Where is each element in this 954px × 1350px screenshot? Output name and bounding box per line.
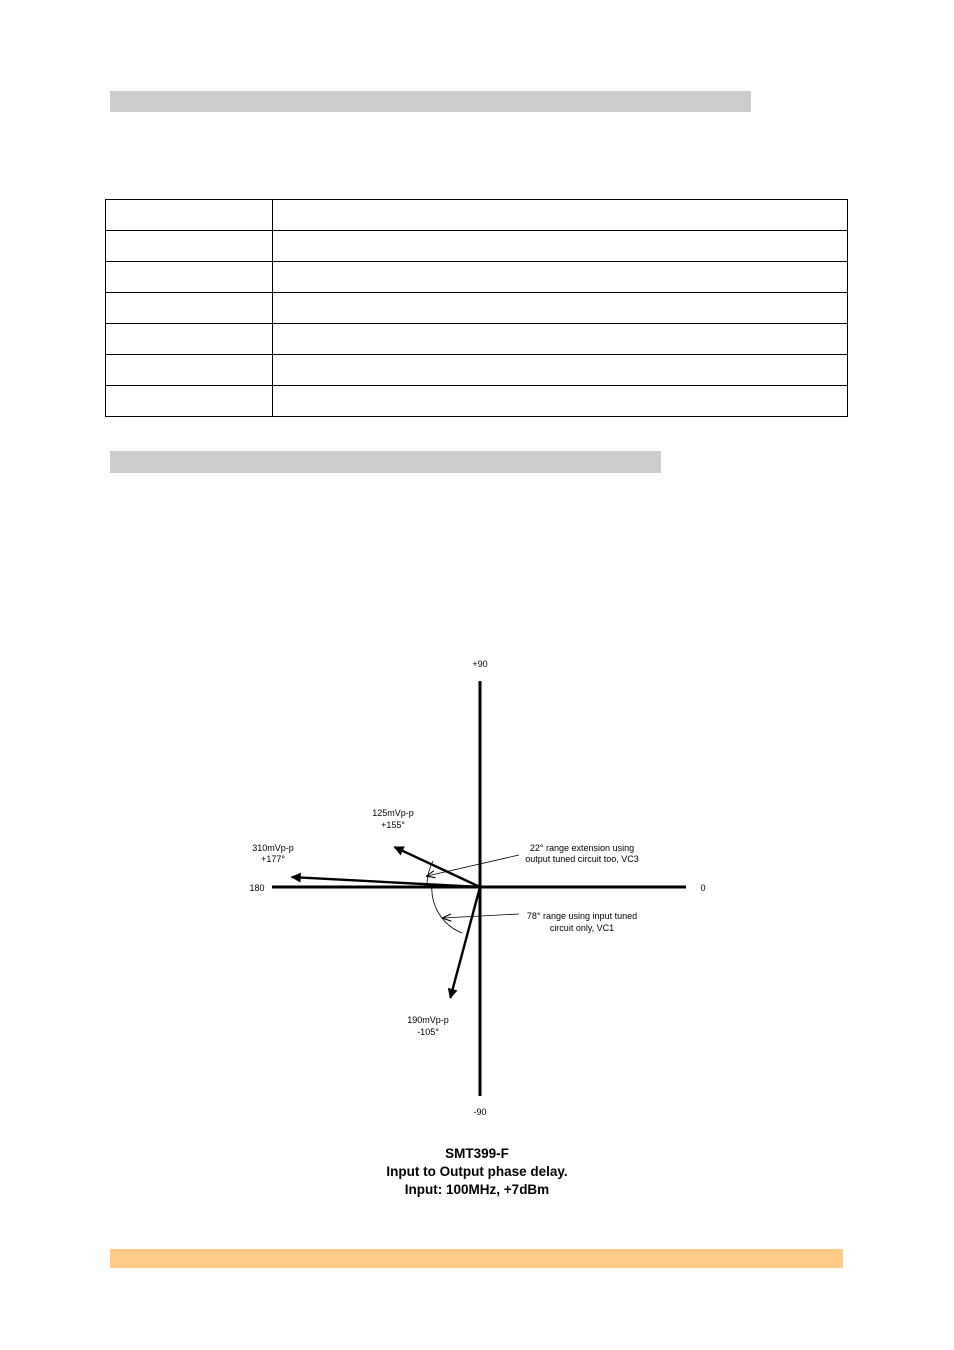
annotation-78deg-line1: 78° range using input tuned [526,911,638,921]
caption-input: Input: 100MHz, +7dBm [404,1182,550,1197]
vector-label-310mv-phase: +177° [261,854,285,864]
annotation-22deg-line2: output tuned circuit too, VC3 [525,854,639,864]
annotation-22deg-line1: 22° range extension using [529,843,635,853]
vector-label-190mv-magnitude: 190mVp-p [407,1015,449,1025]
caption-title: SMT399-F [445,1146,509,1161]
annotation-78deg-line2: circuit only, VC1 [549,923,615,933]
axis-label-bottom: -90 [473,1107,487,1117]
vector-label-125mv-phase: +155° [381,820,405,830]
figure-caption [0,1145,954,1199]
vector-label-125mv-magnitude: 125mVp-p [372,808,414,818]
vector-arrow-190mv [450,887,480,998]
caption-subtitle: Input to Output phase delay. [386,1164,568,1179]
vector-label-190mv-phase: -105° [417,1027,439,1037]
axis-label-right: 0 [700,883,706,893]
annotation-leader-22deg [427,855,519,876]
axis-label-left: 180 [249,883,265,893]
vector-label-310mv-magnitude: 310mVp-p [252,843,294,853]
axis-label-top: +90 [472,659,488,669]
footer-bar [110,1249,843,1268]
range-arc-78deg [432,884,462,933]
